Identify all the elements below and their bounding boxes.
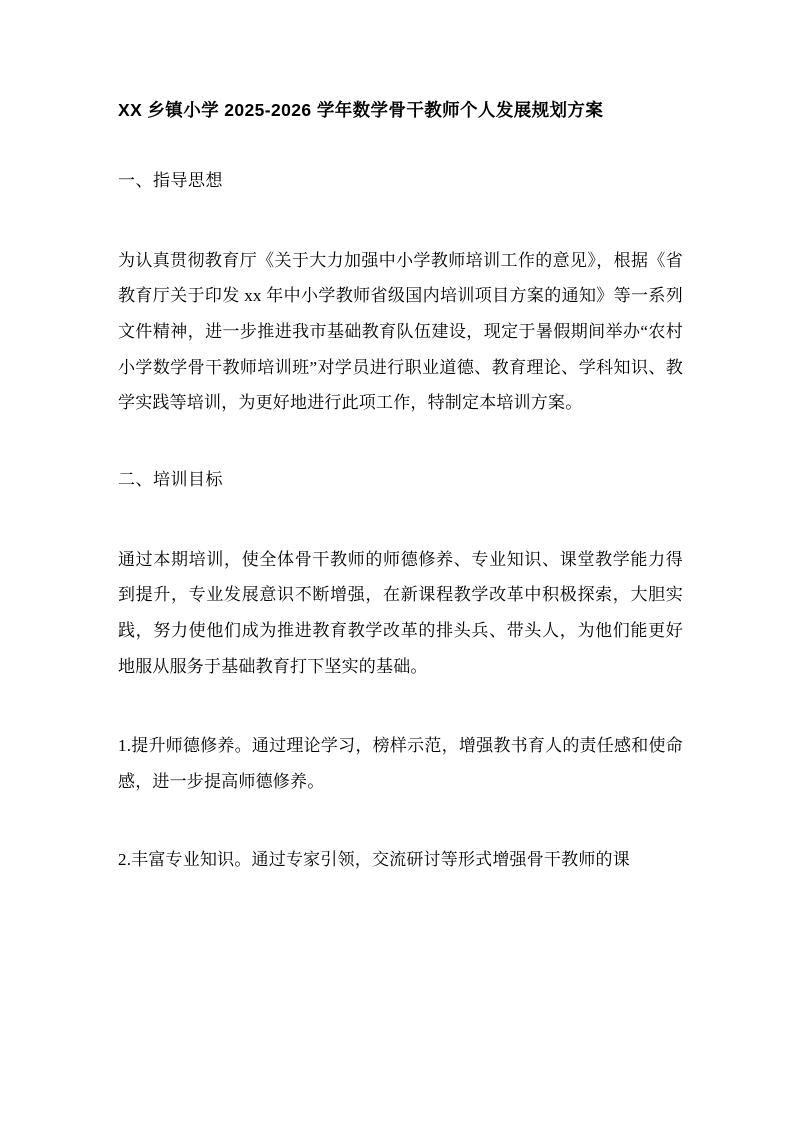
- page-title: XX 乡镇小学 2025-2026 学年数学骨干教师个人发展规划方案: [118, 100, 604, 120]
- paragraph-training-goal: 通过本期培训，使全体骨干教师的师德修养、专业知识、课堂教学能力得到提升，专业发展意识不断增强，在新课程教学改革中积极探索，大胆实践，努力使他们成为推进教育教学改革的排头兵、带头人，为他们能更好地服从服务于基础教育打下坚实的基础。: [118, 549, 683, 676]
- section-heading-training-goal: 二、培训目标: [118, 470, 223, 490]
- section-heading-guiding-thought: 一、指导思想: [118, 171, 223, 190]
- paragraph-goal-item-1: 1.提升师德修养。通过理论学习，榜样示范，增强教书育人的责任感和使命感，进一步提高师德修养。: [118, 736, 683, 792]
- paragraph-guiding-thought: 为认真贯彻教育厅《关于大力加强中小学教师培训工作的意见》，根据《省教育厅关于印发 xx 年中小学教师省级国内培训项目方案的通知》等一系列文件精神，进一步推进我市基础教育队伍建设，现定于暑假期间举办“农村小学数学骨干教师培训班”对学员进行职业道德、教育理论、学科知识、教学实践等培训，为更好地进行此项工作，特制定本培训方案。: [118, 250, 683, 413]
- paragraph-goal-item-2: 2.丰富专业知识。通过专家引领，交流研讨等形式增强骨干教师的课: [118, 849, 630, 869]
